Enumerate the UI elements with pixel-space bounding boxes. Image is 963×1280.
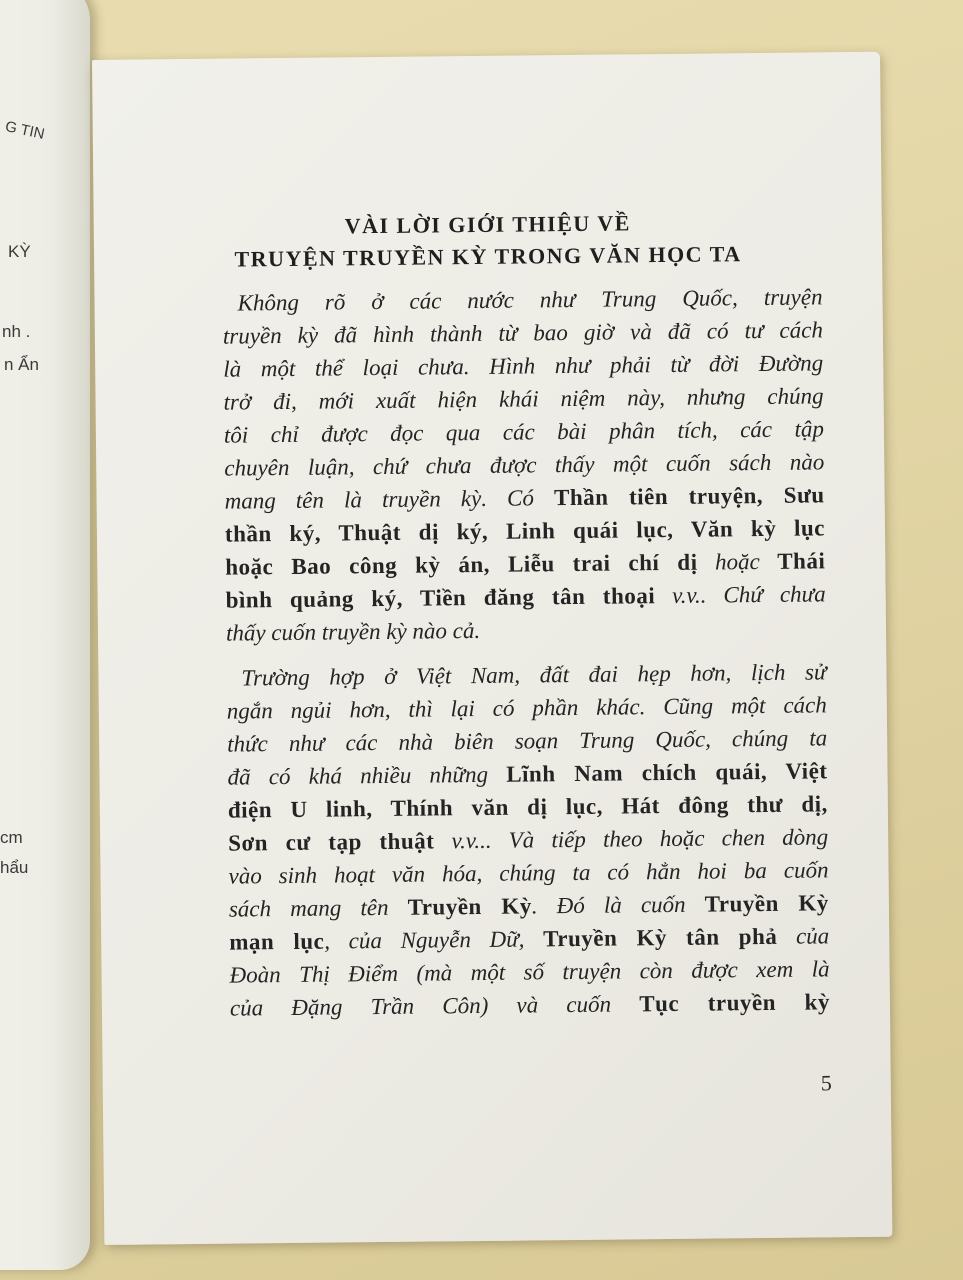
left-page-fragment: G TIN <box>3 118 47 143</box>
body-line: truyền kỳ đã hình thành từ bao giờ và đã có tư cách <box>222 317 823 349</box>
body-line: bình quảng ký, Tiền đăng tân thoại v.v.. Chứ chưa <box>225 581 826 613</box>
body-line: hoặc Bao công kỳ án, Liễu trai chí dị hoặc Thái <box>225 548 826 580</box>
body-line: vào sinh hoạt văn hóa, chúng ta có hẳn hoi ba cuốn <box>228 857 829 889</box>
body-line: mạn lục, của Nguyễn Dữ, Truyền Kỳ tân phả của <box>229 923 830 955</box>
body-line: tôi chỉ được đọc qua các bài phân tích, các tập <box>223 416 825 448</box>
body-line: điện U linh, Thính văn dị lục, Hát đông thư dị, <box>227 791 828 823</box>
left-page-fragment: hẩu <box>0 858 29 877</box>
body-line: Không rõ ở các nước như Trung Quốc, truyện <box>237 284 823 316</box>
body-line: sách mang tên Truyền Kỳ. Đó là cuốn Truyền Kỳ <box>228 890 829 922</box>
body-line: Sơn cư tạp thuật v.v... Và tiếp theo hoặc chen dòng <box>228 824 829 856</box>
chapter-title-line-2: TRUYỆN TRUYỀN KỲ TRONG VĂN HỌC TA <box>234 241 742 272</box>
body-line: ngắn ngủi hơn, thì lại có phần khác. Cũng một cách <box>226 692 827 724</box>
body-line: thức như các nhà biên soạn Trung Quốc, chúng ta <box>227 725 828 757</box>
body-line: Đoàn Thị Điểm (mà một số truyện còn được xem là <box>229 956 830 988</box>
body-line: thần ký, Thuật dị ký, Linh quái lục, Văn kỳ lục <box>224 515 826 547</box>
left-facing-page <box>0 0 90 1270</box>
body-line: trở đi, mới xuất hiện khái niệm này, nhưng chúng <box>223 383 824 415</box>
page-number: 5 <box>820 1070 832 1096</box>
body-line: của Đặng Trần Côn) và cuốn Tục truyền kỳ <box>229 989 831 1021</box>
body-line: Trường hợp ở Việt Nam, đất đai hẹp hơn, lịch sử <box>241 659 827 691</box>
body-line: đã có khá nhiều những Lĩnh Nam chích quái, Việt <box>227 758 828 790</box>
body-line: mang tên là truyền kỳ. Có Thần tiên truyện, Sưu <box>224 482 825 514</box>
body-line: là một thể loại chưa. Hình như phải từ đời Đường <box>223 350 824 382</box>
book-page <box>92 52 892 1245</box>
body-line: thấy cuốn truyền kỳ nào cả. <box>225 617 481 646</box>
left-page-fragment: nh . <box>2 322 31 341</box>
left-page-fragment: cm <box>0 828 23 847</box>
body-line: chuyên luận, chứ chưa được thấy một cuốn sách nào <box>224 449 825 481</box>
chapter-title-line-1: VÀI LỜI GIỚI THIỆU VỀ <box>344 210 631 239</box>
left-page-fragment: KỲ <box>8 242 31 261</box>
left-page-fragment: n Ẩn <box>4 355 39 374</box>
